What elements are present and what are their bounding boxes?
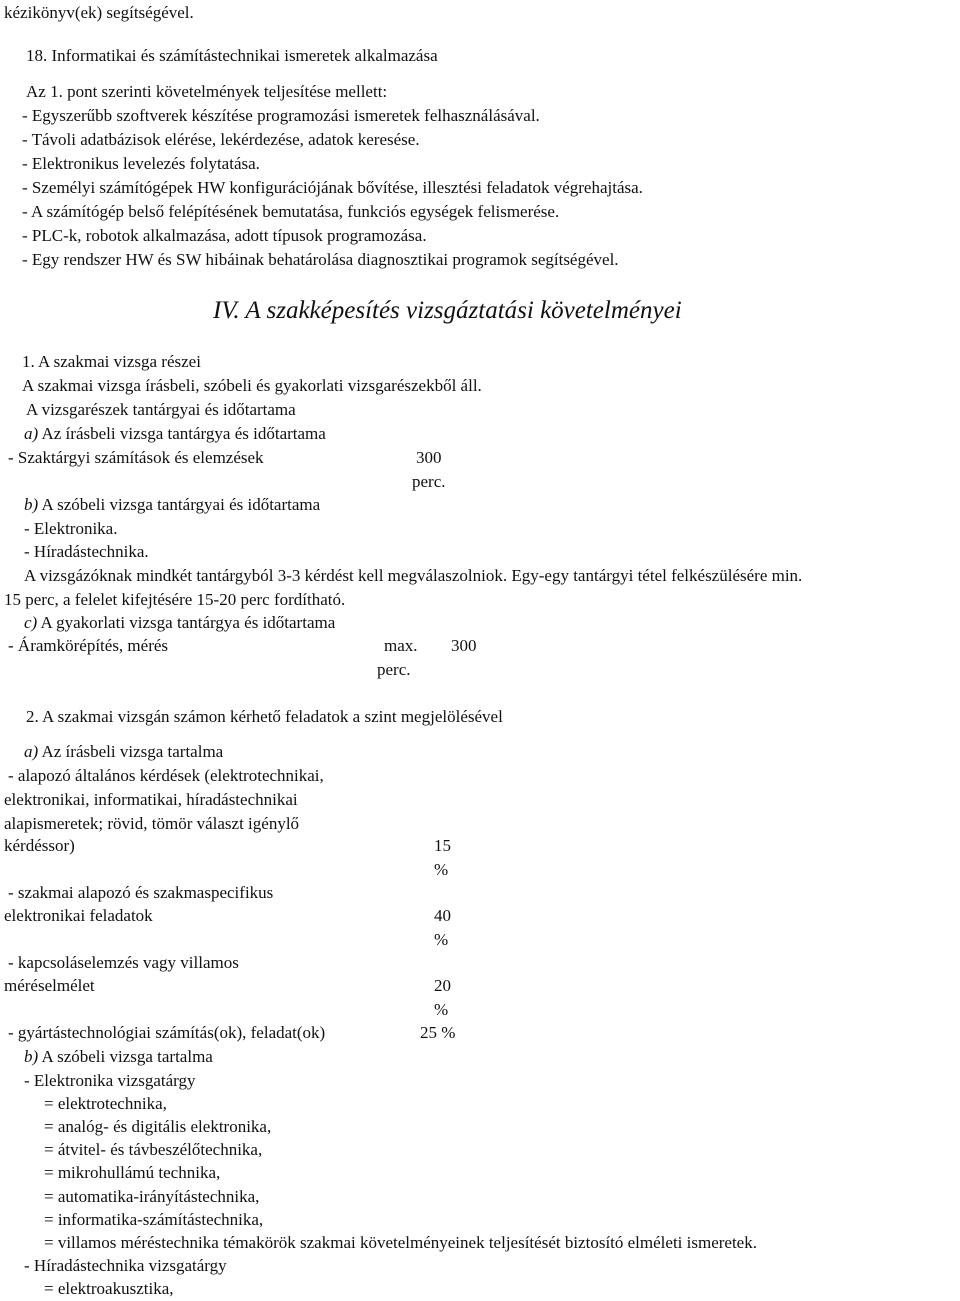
section-18-item: - Személyi számítógépek HW konfigurációjának bővítése, illesztési feladatok végrehajtása. bbox=[22, 178, 643, 197]
c-marker: c) bbox=[24, 613, 38, 632]
part1-c-max: max. bbox=[384, 636, 418, 655]
section-18-intro: Az 1. pont szerinti követelmények teljesítése mellett: bbox=[26, 82, 388, 101]
part2-a-item-value: 15 bbox=[434, 836, 451, 855]
part1-b-item: - Híradástechnika. bbox=[24, 542, 149, 561]
part2-a-item-value: 20 bbox=[434, 976, 451, 995]
part2-a-item-value: 25 % bbox=[420, 1023, 456, 1042]
part1-b-item: - Elektronika. bbox=[24, 519, 118, 538]
elektronika-item: = elektrotechnika, bbox=[44, 1094, 167, 1113]
top-fragment: kézikönyv(ek) segítségével. bbox=[4, 3, 194, 22]
b-marker: b) bbox=[24, 495, 39, 514]
part1-c-heading bbox=[24, 613, 335, 633]
part1-title: 1. A szakmai vizsga részei bbox=[22, 352, 201, 371]
section-18-item: - Egyszerűbb szoftverek készítése programozási ismeretek felhasználásával. bbox=[22, 106, 540, 125]
part2-a-item-line: elektronikai, informatikai, híradástechnikai bbox=[4, 790, 298, 809]
b-heading-text: A szóbeli vizsga tartalma bbox=[38, 1047, 213, 1066]
part1-b-heading bbox=[24, 495, 320, 515]
part2-a-item-unit: % bbox=[434, 930, 449, 949]
part2-a-item-line: elektronikai feladatok bbox=[4, 906, 153, 925]
part2-a-item-unit: % bbox=[434, 1000, 449, 1019]
elektronika-item: = villamos méréstechnika témakörök szakmai követelményeinek teljesítését biztosító elméleti ismeretek. bbox=[44, 1233, 757, 1252]
section-18-item: - A számítógép belső felépítésének bemutatása, funkciós egységek felismerése. bbox=[22, 202, 560, 221]
section-18-title: 18. Informatikai és számítástechnikai ismeretek alkalmazása bbox=[26, 46, 438, 65]
part1-b-note: A vizsgázóknak mindkét tantárgyból 3-3 kérdést kell megválaszolniok. Egy-egy tantárgyi tétel felkészülésére min. bbox=[24, 566, 803, 585]
elektronika-item: = mikrohullámú technika, bbox=[44, 1163, 221, 1182]
part2-a-item-line: méréselmélet bbox=[4, 976, 95, 995]
part1-c-value: 300 bbox=[451, 636, 477, 655]
a-marker: a) bbox=[24, 424, 39, 443]
part2-a-item-line: - szakmai alapozó és szakmaspecifikus bbox=[8, 883, 274, 902]
elektronika-item: = automatika-irányítástechnika, bbox=[44, 1187, 260, 1206]
part1-line: A szakmai vizsga írásbeli, szóbeli és gyakorlati vizsgarészekből áll. bbox=[22, 376, 482, 395]
b-heading-text: A szóbeli vizsga tantárgyai és időtartama bbox=[38, 495, 321, 514]
part2-a-item-unit: % bbox=[434, 860, 449, 879]
hiradas-item: = elektroakusztika, bbox=[44, 1279, 174, 1298]
chapter-heading: IV. A szakképesítés vizsgáztatási követelményei bbox=[213, 297, 682, 324]
part1-a-item: - Szaktárgyi számítások és elemzések bbox=[8, 448, 264, 467]
part2-a-item-line: alapismeretek; rövid, tömör választ igénylő bbox=[4, 814, 300, 833]
part2-a-item-line: - alapozó általános kérdések (elektrotechnikai, bbox=[8, 766, 324, 785]
part1-a-value: 300 bbox=[416, 448, 442, 467]
a-heading-text: Az írásbeli vizsga tantárgya és időtartama bbox=[38, 424, 326, 443]
a-marker: a) bbox=[24, 742, 39, 761]
part1-c-unit: perc. bbox=[377, 660, 411, 679]
part2-a-item-line: kérdéssor) bbox=[4, 836, 75, 855]
part1-c-item: - Áramkörépítés, mérés bbox=[8, 636, 169, 655]
part1-line: A vizsgarészek tantárgyai és időtartama bbox=[26, 400, 296, 419]
part2-a-item-value: 40 bbox=[434, 906, 451, 925]
part1-a-heading bbox=[24, 424, 326, 444]
section-18-item: - Távoli adatbázisok elérése, lekérdezése, adatok keresése. bbox=[22, 130, 420, 149]
part2-a-item-line: - gyártástechnológiai számítás(ok), feladat(ok) bbox=[8, 1023, 326, 1042]
hiradas-title: - Híradástechnika vizsgatárgy bbox=[24, 1256, 227, 1275]
part2-title: 2. A szakmai vizsgán számon kérhető feladatok a szint megjelölésével bbox=[26, 707, 503, 726]
elektronika-title: - Elektronika vizsgatárgy bbox=[24, 1071, 196, 1090]
part1-b-note: 15 perc, a felelet kifejtésére 15-20 perc fordítható. bbox=[4, 590, 346, 609]
part2-b-heading bbox=[24, 1047, 213, 1067]
elektronika-item: = informatika-számítástechnika, bbox=[44, 1210, 264, 1229]
elektronika-item: = átvitel- és távbeszélőtechnika, bbox=[44, 1140, 263, 1159]
elektronika-item: = analóg- és digitális elektronika, bbox=[44, 1117, 272, 1136]
a-heading-text: Az írásbeli vizsga tartalma bbox=[38, 742, 224, 761]
part2-a-heading bbox=[24, 742, 223, 762]
b-marker: b) bbox=[24, 1047, 39, 1066]
part2-a-item-line: - kapcsoláselemzés vagy villamos bbox=[8, 953, 239, 972]
section-18-item: - PLC-k, robotok alkalmazása, adott típusok programozása. bbox=[22, 226, 427, 245]
c-heading-text: A gyakorlati vizsga tantárgya és időtartama bbox=[37, 613, 336, 632]
section-18-item: - Egy rendszer HW és SW hibáinak behatárolása diagnosztikai programok segítségével. bbox=[22, 250, 619, 269]
section-18-item: - Elektronikus levelezés folytatása. bbox=[22, 154, 260, 173]
part1-a-unit: perc. bbox=[412, 472, 446, 491]
